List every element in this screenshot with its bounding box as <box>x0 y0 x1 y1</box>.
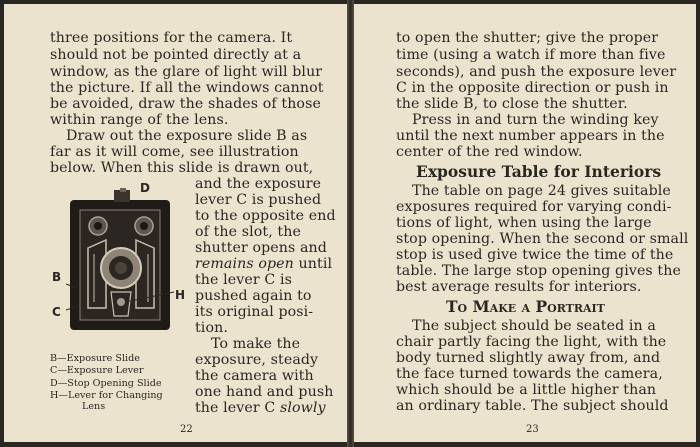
text-line: chair partly facing the light, with the <box>396 334 667 350</box>
legend-item: Lens <box>82 401 106 412</box>
text-line: far as it will come, see illustration <box>50 144 299 160</box>
text-line: of the slot, the <box>195 224 301 240</box>
section-heading: To Make a Portrait <box>446 297 605 316</box>
callout-c: C <box>52 305 61 319</box>
text-line: an ordinary table. The subject should <box>396 398 669 414</box>
text-line: the picture. If all the windows cannot <box>50 80 324 96</box>
text-line: The subject should be seated in a <box>412 318 656 334</box>
book-gutter <box>347 0 354 447</box>
legend-item: C—Exposure Lever <box>50 365 144 376</box>
text-line: to the opposite end <box>195 208 336 224</box>
text-line: three positions for the camera. It <box>50 30 293 46</box>
text-fragment: the lever C <box>195 400 276 416</box>
page-number: 22 <box>180 424 193 435</box>
left-page <box>4 4 347 442</box>
text-line: within range of the lens. <box>50 112 229 128</box>
text-line: C in the opposite direction or push in <box>396 80 669 96</box>
section-heading: Exposure Table for Interiors <box>416 162 662 181</box>
text-line: stop opening. When the second or small <box>396 231 689 247</box>
legend-item: D—Stop Opening Slide <box>50 378 162 389</box>
text-line: The table on page 24 gives suitable <box>412 183 671 199</box>
text-line: should not be pointed directly at a <box>50 47 302 63</box>
text-line: the camera with <box>195 368 314 384</box>
text-line: pushed again to <box>195 288 312 304</box>
text-line: table. The large stop opening gives the <box>396 263 681 279</box>
text-line: tion. <box>195 320 228 336</box>
camera-illustration <box>66 188 176 338</box>
text-line: exposure, steady <box>195 352 319 368</box>
text-line: which should be a little higher than <box>396 382 657 398</box>
text-line: tions of light, when using the large <box>396 215 652 231</box>
text-line: body turned slightly away from, and <box>396 350 661 366</box>
legend-item: H—Lever for Changing <box>50 390 163 401</box>
callout-b: B <box>52 270 62 284</box>
text-line: seconds), and push the exposure lever <box>396 64 677 80</box>
callout-d: D <box>140 181 150 195</box>
text-line: Draw out the exposure slide B as <box>66 128 308 144</box>
emphasis-remains-open: remains open <box>195 256 294 272</box>
text-line <box>195 256 332 272</box>
text-line: to open the shutter; give the proper <box>396 30 659 46</box>
text-line: one hand and push <box>195 384 334 400</box>
legend-item: B—Exposure Slide <box>50 353 140 364</box>
text-line: its original posi- <box>195 304 314 320</box>
callout-h: H <box>175 288 186 302</box>
text-line: best average results for interiors. <box>396 279 642 295</box>
text-line: below. When this slide is drawn out, <box>50 160 314 176</box>
text-line: the face turned towards the camera, <box>396 366 663 382</box>
text-line: and the exposure <box>195 176 322 192</box>
right-page <box>354 4 696 442</box>
text-line: window, as the glare of light will blur <box>50 64 323 80</box>
emphasis-slowly: slowly <box>279 400 326 416</box>
text-line: Press in and turn the winding key <box>412 112 659 128</box>
text-line: lever C is pushed <box>195 192 322 208</box>
text-line: center of the red window. <box>396 144 583 160</box>
text-line: time (using a watch if more than five <box>396 47 666 63</box>
text-line: shutter opens and <box>195 240 327 256</box>
text-line: the lever C is <box>195 272 292 288</box>
text-line: the slide B, to close the shutter. <box>396 96 628 112</box>
page-number: 23 <box>526 424 539 435</box>
text-line: until the next number appears in the <box>396 128 665 144</box>
text-line: exposures required for varying condi- <box>396 199 672 215</box>
text-fragment: until <box>298 256 333 272</box>
text-line: be avoided, draw the shades of those <box>50 96 321 112</box>
text-line: To make the <box>211 336 301 352</box>
text-line <box>195 400 326 416</box>
text-line: stop is used give twice the time of the <box>396 247 674 263</box>
